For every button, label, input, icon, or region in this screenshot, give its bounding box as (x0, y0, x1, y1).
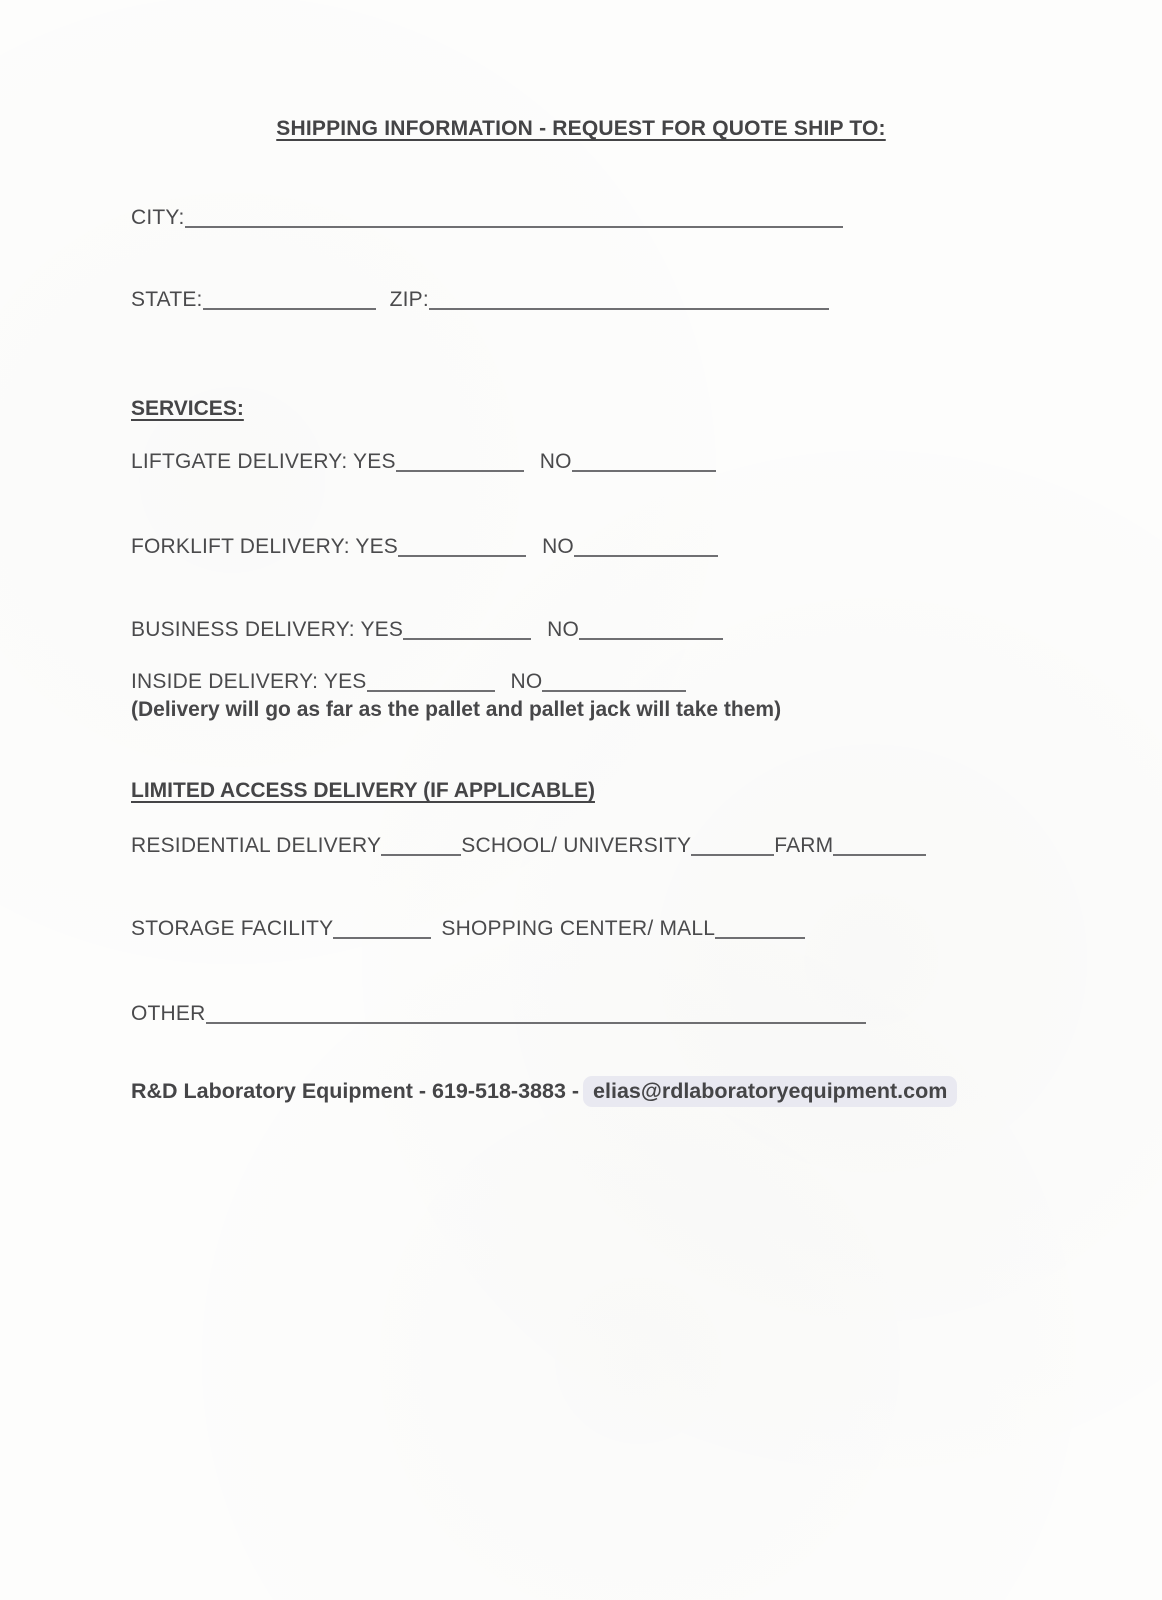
residential-delivery-label: RESIDENTIAL DELIVERY (131, 834, 382, 857)
business-no-blank-line (579, 618, 723, 640)
liftgate-delivery-row (131, 449, 716, 475)
residential-blank-line (381, 834, 461, 856)
shopping-center-mall-label: SHOPPING CENTER/ MALL (441, 917, 716, 940)
other-label: OTHER (131, 1002, 206, 1025)
business-delivery-label: BUSINESS DELIVERY: (131, 618, 355, 641)
yes-label: YES (353, 450, 396, 473)
inside-delivery-note: (Delivery will go as far as the pallet and pallet jack will take them) (131, 698, 782, 721)
city-field-row (131, 205, 843, 231)
no-label: NO (510, 670, 543, 693)
storage-facility-label: STORAGE FACILITY (131, 917, 334, 940)
limited-access-row-1 (131, 833, 926, 859)
forklift-delivery-label: FORKLIFT DELIVERY: (131, 535, 350, 558)
farm-blank-line (833, 834, 926, 856)
footer-contact-line (131, 1079, 957, 1104)
zip-label: ZIP: (389, 288, 429, 311)
farm-label: FARM (774, 834, 834, 857)
liftgate-no-blank-line (572, 450, 716, 472)
limited-access-heading: LIMITED ACCESS DELIVERY (IF APPLICABLE) (131, 779, 595, 802)
yes-label: YES (360, 618, 404, 641)
state-zip-field-row (131, 287, 829, 313)
zip-blank-line (429, 288, 829, 310)
other-blank-line (206, 1002, 866, 1024)
no-label: NO (539, 450, 572, 473)
yes-label: YES (355, 535, 399, 558)
form-title-text: SHIPPING INFORMATION - REQUEST FOR QUOTE SHIP TO: (276, 117, 886, 140)
no-label: NO (542, 535, 574, 558)
contact-email: elias@rdlaboratoryequipment.com (583, 1076, 957, 1107)
forklift-no-blank-line (574, 535, 718, 557)
business-delivery-row (131, 617, 723, 643)
city-label: CITY: (131, 206, 185, 229)
inside-no-blank-line (542, 670, 686, 692)
business-yes-blank-line (403, 618, 531, 640)
storage-facility-blank-line (333, 917, 431, 939)
liftgate-delivery-label: LIFTGATE DELIVERY: (131, 450, 348, 473)
inside-delivery-label: INSIDE DELIVERY: (131, 670, 319, 693)
city-blank-line (185, 206, 843, 228)
liftgate-yes-blank-line (396, 450, 524, 472)
school-university-label: SCHOOL/ UNIVERSITY (461, 834, 692, 857)
inside-yes-blank-line (367, 670, 495, 692)
no-label: NO (547, 618, 580, 641)
other-field-row (131, 1001, 866, 1027)
inside-delivery-row (131, 669, 686, 695)
limited-access-row-2 (131, 916, 805, 942)
form-title (0, 117, 1162, 141)
forklift-delivery-row (131, 534, 718, 560)
services-heading: SERVICES: (131, 397, 244, 420)
forklift-yes-blank-line (398, 535, 526, 557)
state-blank-line (203, 288, 376, 310)
shopping-center-blank-line (715, 917, 805, 939)
company-and-phone-text: R&D Laboratory Equipment - 619-518-3883 - (131, 1079, 580, 1103)
yes-label: YES (323, 670, 367, 693)
state-label: STATE: (131, 288, 203, 311)
school-university-blank-line (691, 834, 774, 856)
